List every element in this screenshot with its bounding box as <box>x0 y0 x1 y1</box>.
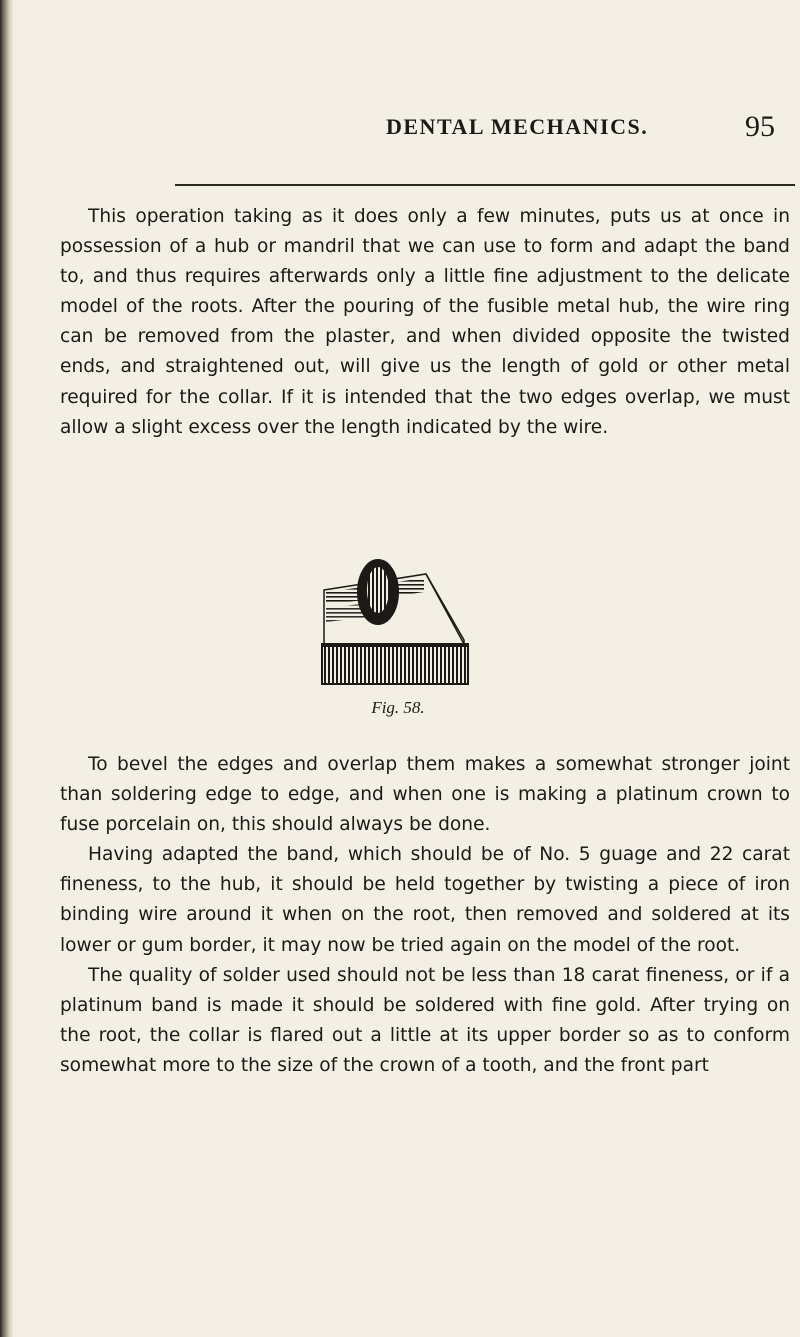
body-text-bottom <box>60 750 790 1081</box>
paragraph: Having adapted the band, which should be of No. 5 guage and 22 carat fineness, to the hub, it should be held together by twisting a piece of iron binding wire around it when on the root, then removed and soldered at its lower or gum border, it may now be tried again on the model of the root. <box>60 844 790 956</box>
page-header <box>0 108 800 148</box>
paragraph: To bevel the edges and overlap them makes a somewhat stronger joint than soldering edge to edge, and when one is making a platinum crown to fuse porcelain on, this should always be done. <box>60 754 790 836</box>
paragraph: The quality of solder used should not be less than 18 carat fineness, or if a platinum band is made it should be soldered with fine gold. After trying on the root, the collar is flared out a little at its upper border so as to conform somewhat more to the size of the crown of a tooth, and the front part <box>60 964 790 1076</box>
figure-caption: Fig. 58. <box>371 698 425 717</box>
body-text-top <box>60 202 790 443</box>
page-binding-edge <box>0 0 14 1337</box>
header-rule <box>175 184 795 186</box>
running-head: DENTAL MECHANICS. <box>386 114 649 139</box>
paragraph: This operation taking as it does only a few minutes, puts us at once in possession of a hub or mandril that we can use to form and adapt the band to, and thus requires afterwards only a little fine adjustment to the delicate model of the roots. After the pouring of the fusible metal hub, the wire ring can be removed from the plaster, and when divided opposite the twisted ends, and straightened out, will give us the length of gold or other metal required for the collar. If it is intended that the two edges overlap, we must allow a slight excess over the length indicated by the wire. <box>60 206 790 438</box>
page-number: 95 <box>745 110 775 143</box>
tooth-band-illustration <box>316 540 480 690</box>
figure-58 <box>316 540 480 720</box>
